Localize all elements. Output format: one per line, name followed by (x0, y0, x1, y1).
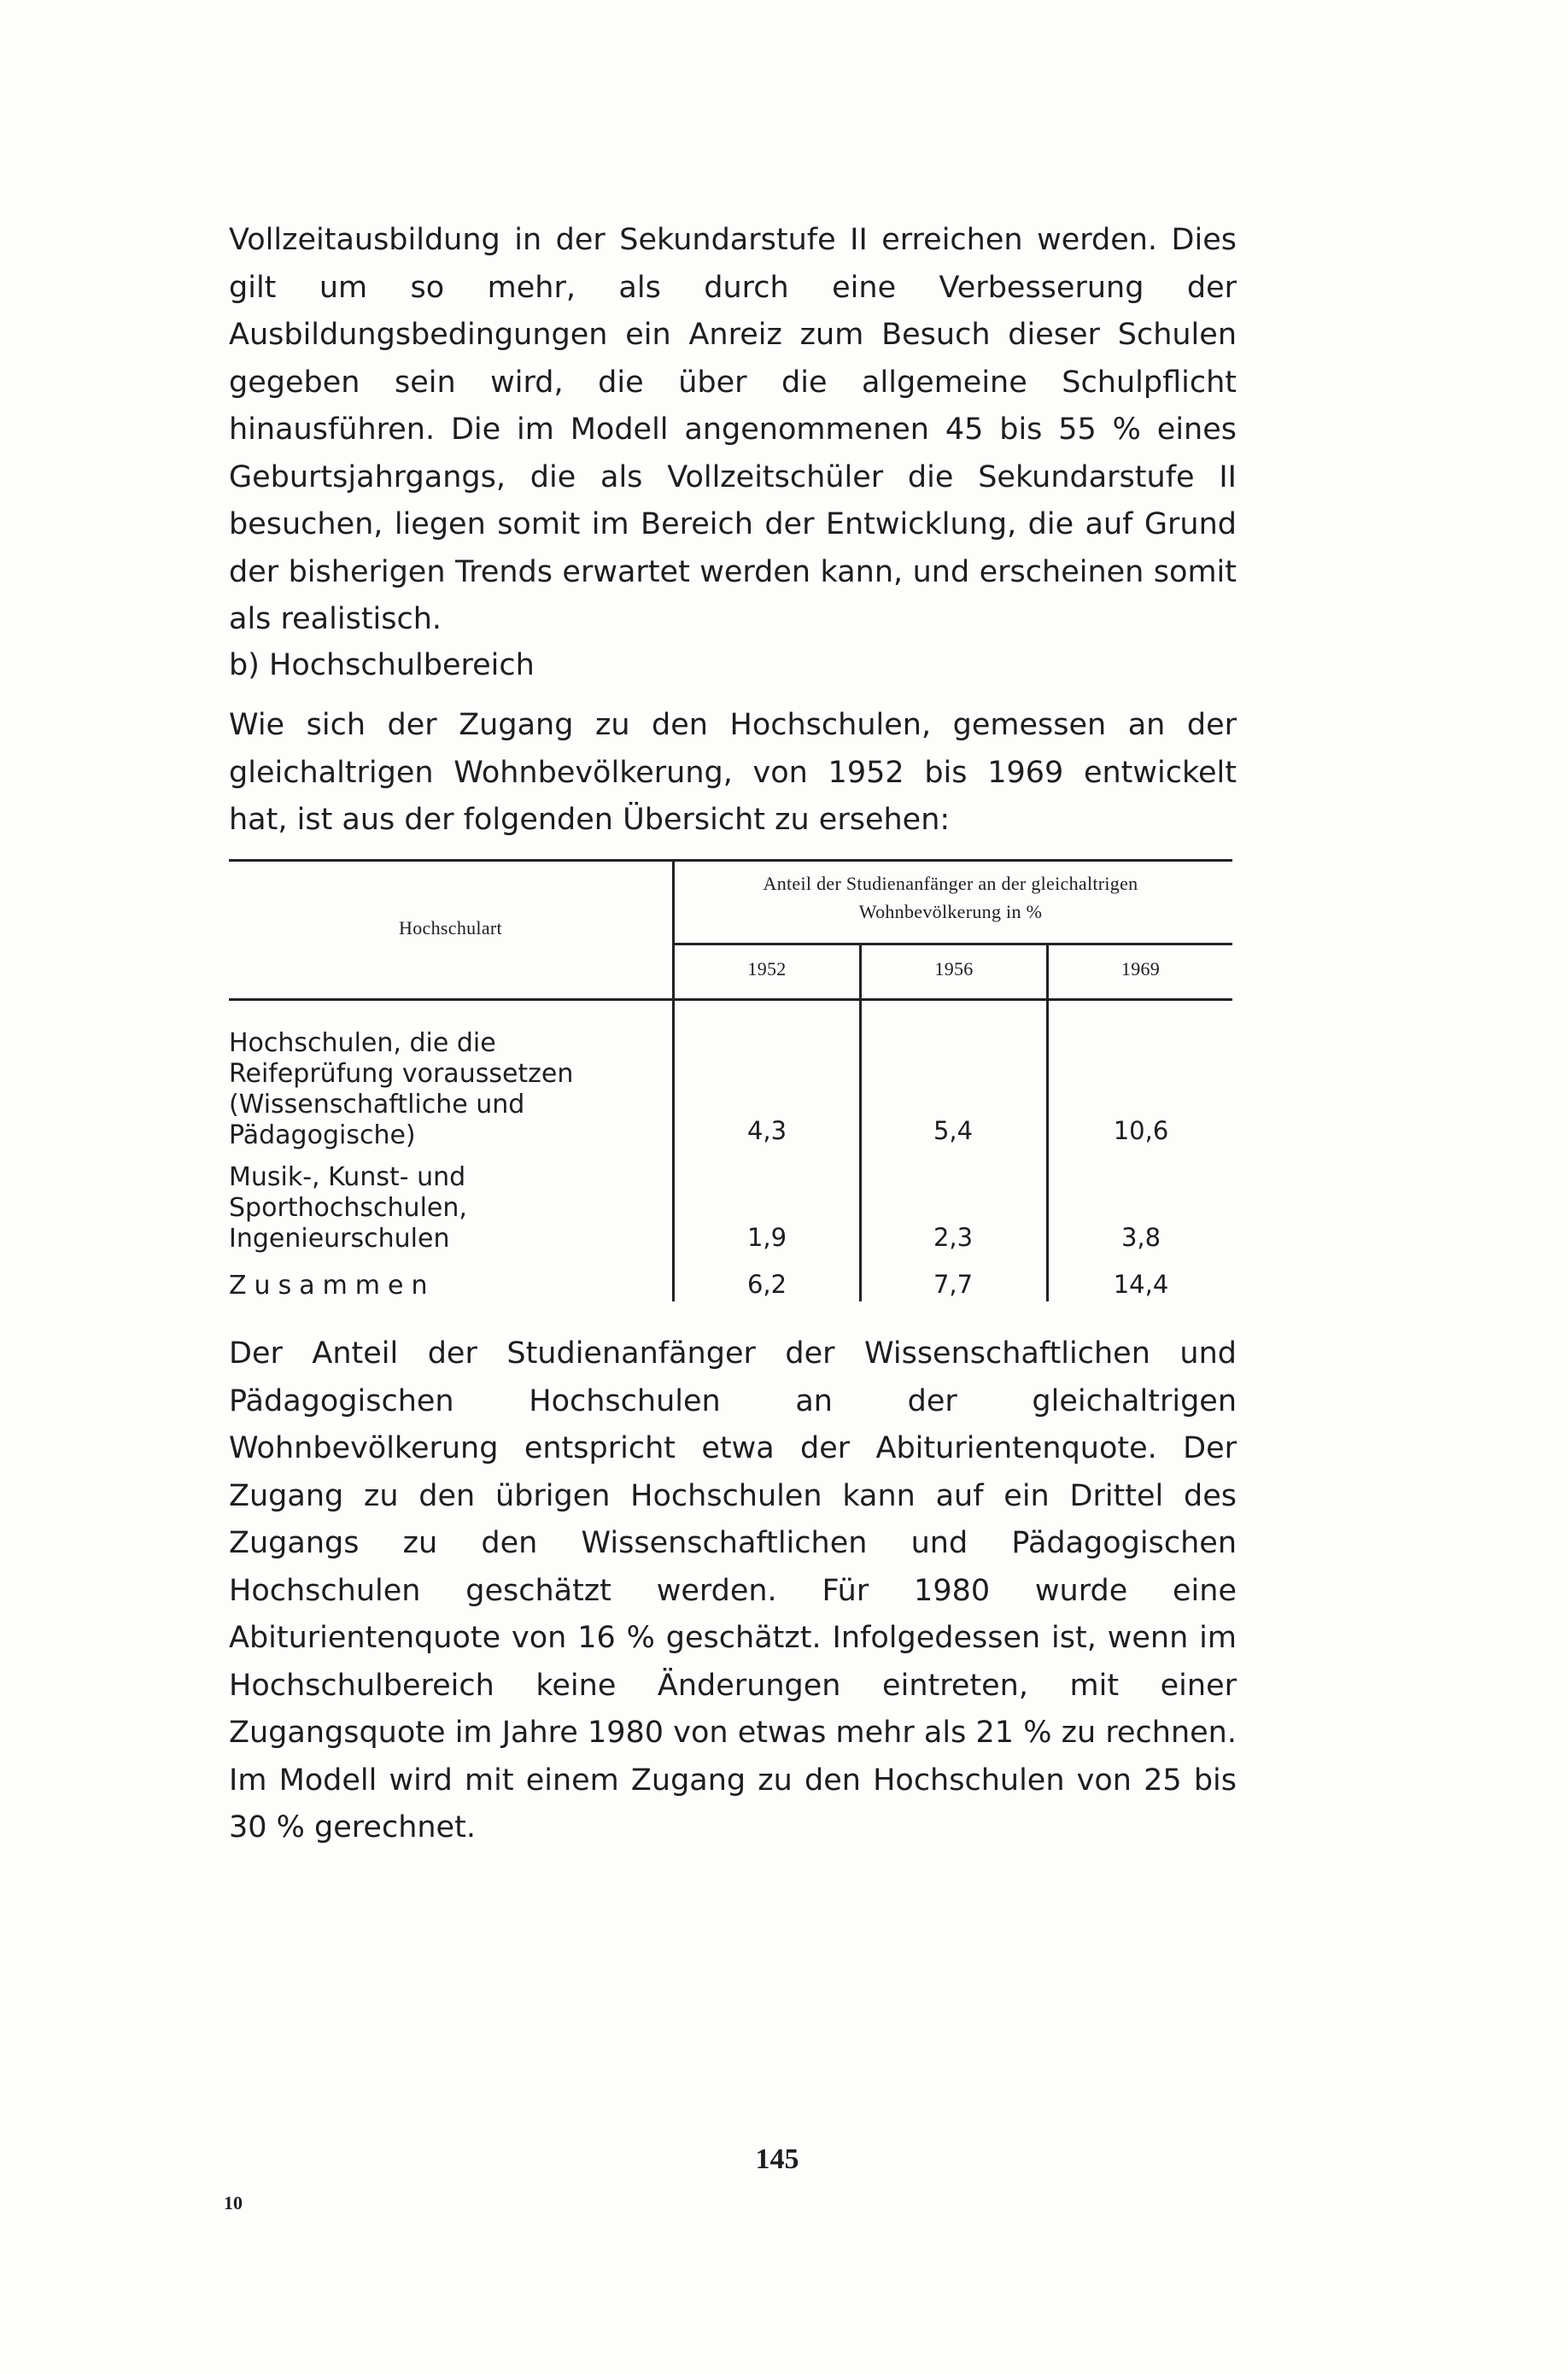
header-year-1952: 1952 (747, 958, 787, 979)
row2-value-1956: 2,3 (933, 1223, 974, 1252)
column-divider-2 (859, 943, 862, 1301)
table-top-rule (229, 859, 1232, 862)
row1-value-1952: 4,3 (746, 1116, 787, 1145)
total-row-label: Zusammen (229, 1271, 436, 1301)
header-year-1956: 1956 (934, 958, 974, 979)
closing-paragraph: Der Anteil der Studienanfänger der Wissenschaftlichen und Pädagogischen Hochschulen an der gleichaltrigen Wohnbevölkerung entspricht etwa der Abiturientenquote. Der Zugang zu den übrigen Hochschulen kann auf ein Drittel des Zugangs zu den Wissenschaftlichen und Pädagogischen Hochschulen geschätzt werden. Für 1980 wurde eine Abiturientenquote von 16 % geschätzt. Infolgedessen ist, wenn im Hochschulbereich keine Änderungen eintreten, mit einer Zugangsquote im Jahre 1980 von etwas mehr als 21 % zu rechnen. Im Modell wird mit einem Zugang zu den Hochschulen von 25 bis 30 % gerechnet. (229, 1336, 1237, 1845)
header-hochschulart: Hochschulart (399, 917, 502, 938)
total-value-1956: 7,7 (933, 1270, 974, 1299)
admissions-table (229, 859, 1232, 1301)
total-value-1969: 14,4 (1113, 1270, 1169, 1299)
total-value-1952: 6,2 (746, 1270, 787, 1299)
year-header-rule (673, 943, 1232, 945)
page-number: 145 (755, 2143, 799, 2175)
row1-value-1956: 5,4 (933, 1116, 974, 1145)
column-divider-3 (1046, 943, 1049, 1301)
section-intro-paragraph: Wie sich der Zugang zu den Hochschulen, gemessen an der gleichaltrigen Wohnbevölkerung, von 1952 bis 1969 entwickelt hat, ist aus der folgenden Übersicht zu ersehen: (229, 708, 1237, 837)
row-label-universities: Hochschulen, die die Reifeprüfung voraussetzen (Wissenschaftliche und Pädagogische) (229, 1028, 574, 1150)
header-bottom-rule (229, 998, 1232, 1001)
row2-value-1952: 1,9 (746, 1223, 787, 1252)
row-label-arts-engineering: Musik-, Kunst- und Sporthochschulen, Ingenieurschulen (229, 1162, 467, 1254)
header-share: Anteil der Studienanfänger an der gleichaltrigen Wohnbevölkerung in % (763, 873, 1138, 922)
row1-value-1969: 10,6 (1113, 1116, 1169, 1145)
column-divider-1 (672, 859, 675, 1301)
header-year-1969: 1969 (1120, 958, 1161, 979)
signature-mark: 10 (224, 2192, 243, 2213)
row2-value-1969: 3,8 (1120, 1223, 1161, 1252)
section-heading: b) Hochschulbereich (229, 648, 535, 682)
intro-paragraph: Vollzeitausbildung in der Sekundarstufe II erreichen werden. Dies gilt um so mehr, als durch eine Verbesserung der Ausbildungsbedingungen ein Anreiz zum Besuch dieser Schulen gegeben sein wird, die über die allgemeine Schulpflicht hinausführen. Die im Modell angenommenen 45 bis 55 % eines Geburtsjahrgangs, die als Vollzeitschüler die Sekundarstufe II besuchen, liegen somit im Bereich der Entwicklung, die auf Grund der bisherigen Trends erwartet werden kann, und erscheinen somit als realistisch. (229, 223, 1237, 636)
